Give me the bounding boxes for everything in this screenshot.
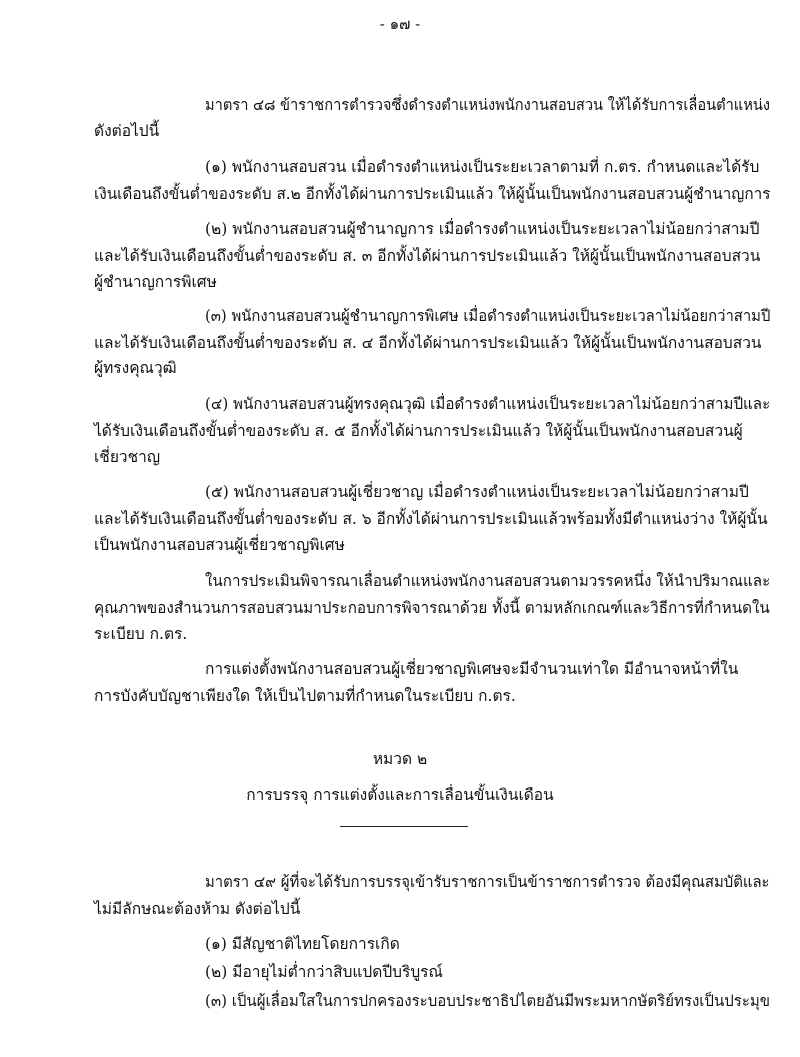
section49-intro-line2: ไม่มีลักษณะต้องห้าม ดังต่อไปนี้ <box>94 900 301 918</box>
section48-item2-line2: และได้รับเงินเดือนถึงขั้นต่ำของระดับ ส. ๓ อีกทั้งได้ผ่านการประเมินแล้ว ให้ผู้นั้นเป็นพนักงานสอบสวน <box>94 247 761 265</box>
section48-item3-line3: ผู้ทรงคุณวุฒิ <box>94 359 177 377</box>
chapter-number: หมวด ๒ <box>372 750 428 768</box>
section49-intro-line1: มาตรา ๔๙ ผู้ที่จะได้รับการบรรจุเข้ารับราชการเป็นข้าราชการตำรวจ ต้องมีคุณสมบัติและ <box>205 873 770 891</box>
section48-intro-line2: ดังต่อไปนี้ <box>94 122 160 140</box>
section48-item3-line2: และได้รับเงินเดือนถึงขั้นต่ำของระดับ ส. ๔ อีกทั้งได้ผ่านการประเมินแล้ว ให้ผู้นั้นเป็นพนักงานสอบสวน <box>94 334 762 352</box>
chapter-divider <box>340 826 468 827</box>
section48-item3-line1: (๓) พนักงานสอบสวนผู้ชำนาญการพิเศษ เมื่อดำรงตำแหน่งเป็นระยะเวลาไม่น้อยกว่าสามปี <box>205 307 771 325</box>
section48-item4-line1: (๔) พนักงานสอบสวนผู้ทรงคุณวุฒิ เมื่อดำรงตำแหน่งเป็นระยะเวลาไม่น้อยกว่าสามปีและ <box>205 395 771 413</box>
section48-item2-line1: (๒) พนักงานสอบสวนผู้ชำนาญการ เมื่อดำรงตำแหน่งเป็นระยะเวลาไม่น้อยกว่าสามปี <box>205 220 760 238</box>
page-number: - ๑๗ - <box>379 15 421 33</box>
section48-assessment-line3: ระเบียบ ก.ตร. <box>94 625 188 643</box>
section48-item1-line2: เงินเดือนถึงขั้นต่ำของระดับ ส.๒ อีกทั้งได้ผ่านการประเมินแล้ว ให้ผู้นั้นเป็นพนักงานสอบสวนผู้ชำนาญการ <box>94 185 771 203</box>
section48-assessment-line2: คุณภาพของสำนวนการสอบสวนมาประกอบการพิจารณาด้วย ทั้งนี้ ตามหลักเกณฑ์และวิธีการที่กำหนดใน <box>94 599 770 617</box>
section49-item2: (๒) มีอายุไม่ต่ำกว่าสิบแปดปีบริบูรณ์ <box>205 963 443 981</box>
section48-item4-line2: ได้รับเงินเดือนถึงขั้นต่ำของระดับ ส. ๕ อีกทั้งได้ผ่านการประเมินแล้ว ให้ผู้นั้นเป็นพนักงานสอบสวนผู้ <box>94 422 743 440</box>
section48-item5-line1: (๕) พนักงานสอบสวนผู้เชี่ยวชาญ เมื่อดำรงตำแหน่งเป็นระยะเวลาไม่น้อยกว่าสามปี <box>205 483 749 501</box>
section48-item5-line3: เป็นพนักงานสอบสวนผู้เชี่ยวชาญพิเศษ <box>94 536 345 554</box>
section48-appointment-line1: การแต่งตั้งพนักงานสอบสวนผู้เชี่ยวชาญพิเศษจะมีจำนวนเท่าใด มีอำนาจหน้าที่ใน <box>205 660 739 678</box>
section48-item1-line1: (๑) พนักงานสอบสวน เมื่อดำรงตำแหน่งเป็นระยะเวลาตามที่ ก.ตร. กำหนดและได้รับ <box>205 158 760 176</box>
chapter-title: การบรรจุ การแต่งตั้งและการเลื่อนขั้นเงินเดือน <box>246 786 554 804</box>
section49-item1: (๑) มีสัญชาติไทยโดยการเกิด <box>205 935 400 953</box>
section48-assessment-line1: ในการประเมินพิจารณาเลื่อนตำแหน่งพนักงานสอบสวนตามวรรคหนึ่ง ให้นำปริมาณและ <box>205 572 771 590</box>
section48-intro-line1: มาตรา ๔๘ ข้าราชการตำรวจซึ่งดำรงตำแหน่งพนักงานสอบสวน ให้ได้รับการเลื่อนตำแหน่ง <box>205 96 771 114</box>
section48-item4-line3: เชี่ยวชาญ <box>94 448 161 466</box>
section48-item2-line3: ผู้ชำนาญการพิเศษ <box>94 273 217 291</box>
section48-item5-line2: และได้รับเงินเดือนถึงขั้นต่ำของระดับ ส. ๖ อีกทั้งได้ผ่านการประเมินแล้วพร้อมทั้งมีตำแหน่งว่าง ให้ผู้นั้น <box>94 510 768 528</box>
section49-item3: (๓) เป็นผู้เลื่อมใสในการปกครองระบอบประชาธิปไตยอันมีพระมหากษัตริย์ทรงเป็นประมุข <box>205 992 771 1010</box>
section48-appointment-line2: การบังคับบัญชาเพียงใด ให้เป็นไปตามที่กำหนดในระเบียบ ก.ตร. <box>94 687 516 705</box>
